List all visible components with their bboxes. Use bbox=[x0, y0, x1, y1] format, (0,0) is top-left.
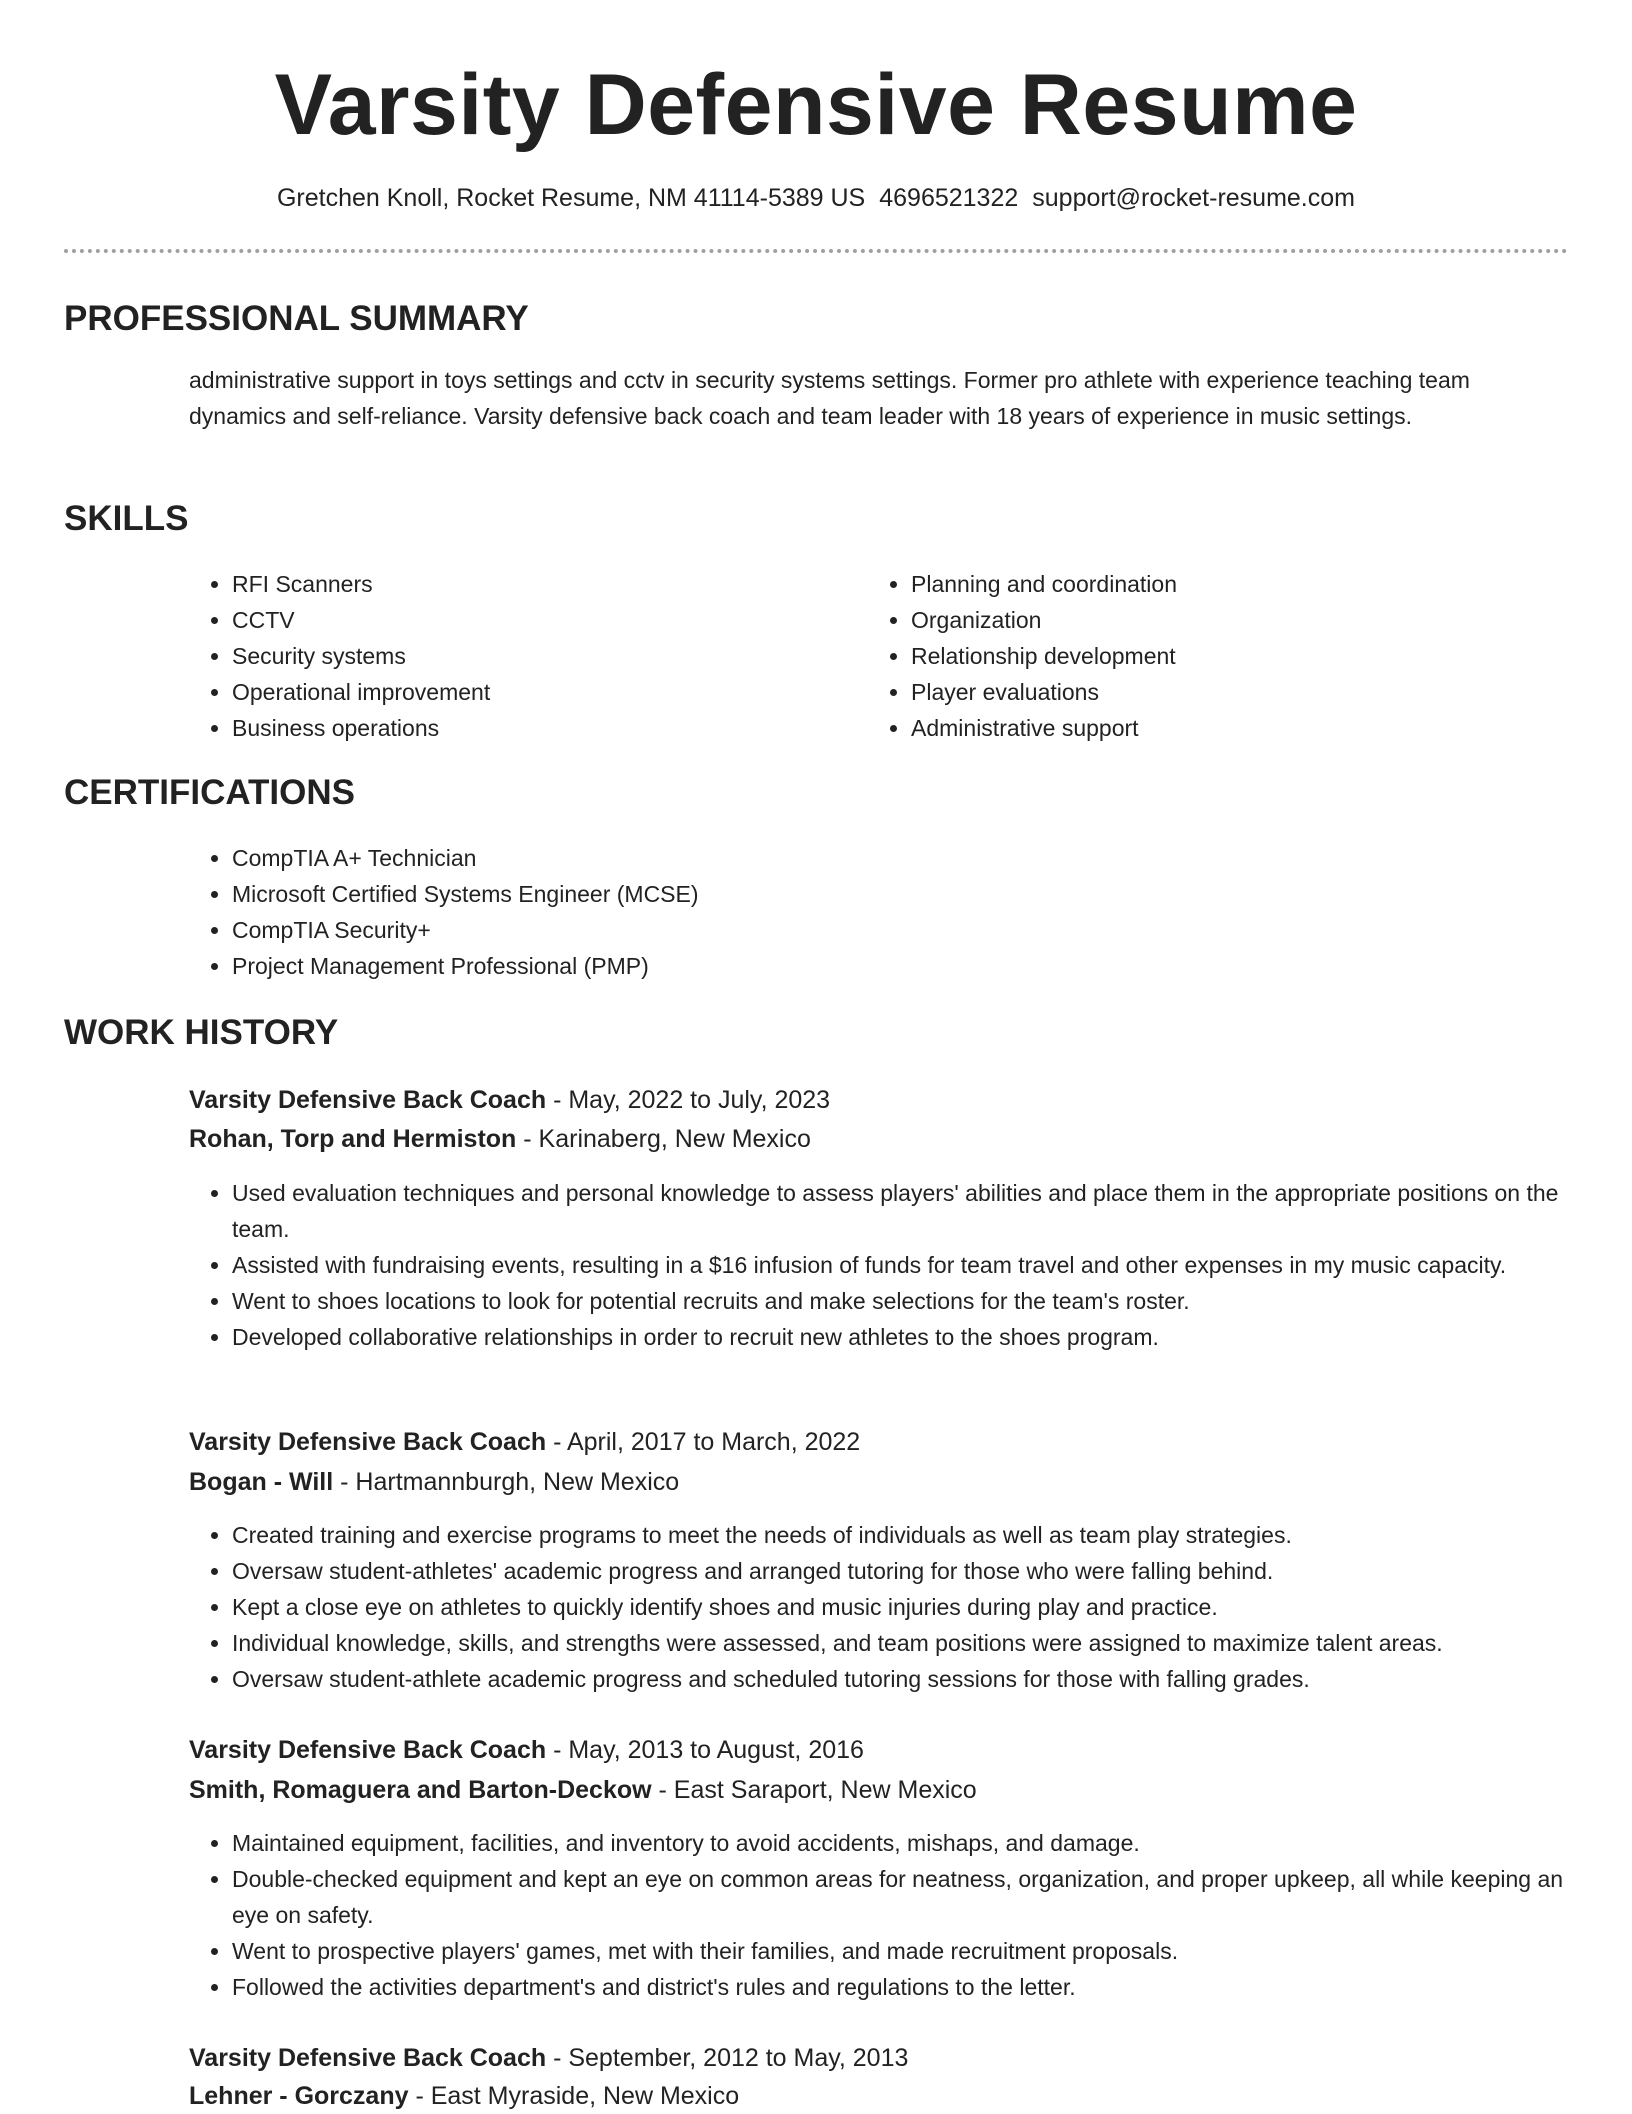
skill-item: • Business operations bbox=[232, 710, 852, 746]
work-history-heading: WORK HISTORY bbox=[64, 1013, 339, 1052]
certification-item: • Project Management Professional (PMP) bbox=[232, 948, 1532, 984]
job-bullets bbox=[189, 1175, 1602, 1355]
skill-item: • Operational improvement bbox=[232, 674, 852, 710]
job-bullet: • Used evaluation techniques and personal knowledge to assess players' abilities and place them in the appropriate positions on the team. bbox=[232, 1175, 1602, 1247]
job-title: Varsity Defensive Back Coach bbox=[189, 1428, 547, 1456]
job-dates: - May, 2013 to August, 2016 bbox=[546, 1736, 864, 1764]
job-dates: - September, 2012 to May, 2013 bbox=[546, 2044, 909, 2072]
job-company: Bogan - Will bbox=[189, 1468, 334, 1496]
contact-address: Gretchen Knoll, Rocket Resume, NM 41114-5389 US bbox=[276, 184, 866, 212]
header-divider bbox=[64, 249, 1568, 253]
job-title-line bbox=[189, 1082, 830, 1118]
summary-heading: PROFESSIONAL SUMMARY bbox=[64, 299, 529, 338]
job-company: Rohan, Torp and Hermiston bbox=[189, 1125, 517, 1153]
job-bullets bbox=[189, 1825, 1602, 2005]
job-title: Varsity Defensive Back Coach bbox=[189, 2044, 547, 2072]
summary-text: administrative support in toys settings and cctv in security systems settings. Former pro athlete with experience teaching team dynamics and self-reliance. Varsity defensive back coach and team leader with 18 years of experience in music settings. bbox=[189, 367, 1470, 429]
certification-item: • CompTIA Security+ bbox=[232, 912, 1532, 948]
job-bullets bbox=[189, 1517, 1622, 1697]
skill-item: • RFI Scanners bbox=[232, 566, 852, 602]
job-title-line bbox=[189, 2040, 908, 2076]
job-bullet: • Kept a close eye on athletes to quickly identify shoes and music injuries during play and practice. bbox=[232, 1589, 1622, 1625]
contact-email[interactable]: support@rocket-resume.com bbox=[1032, 184, 1355, 212]
job-company-line bbox=[189, 2078, 739, 2114]
job-location: - East Myraside, New Mexico bbox=[408, 2082, 740, 2110]
job-title-line bbox=[189, 1732, 864, 1768]
job-title: Varsity Defensive Back Coach bbox=[189, 1086, 547, 1114]
skills-heading: SKILLS bbox=[64, 499, 189, 538]
job-company: Smith, Romaguera and Barton-Deckow bbox=[189, 1776, 652, 1804]
skill-item: • CCTV bbox=[232, 602, 852, 638]
job-bullet: • Double-checked equipment and kept an eye on common areas for neatness, organization, and proper upkeep, all while keeping an eye on safety. bbox=[232, 1861, 1602, 1933]
job-title-line bbox=[189, 1424, 860, 1460]
job-dates: - April, 2017 to March, 2022 bbox=[546, 1428, 861, 1456]
certification-item: • Microsoft Certified Systems Engineer (MCSE) bbox=[232, 876, 1532, 912]
job-company: Lehner - Gorczany bbox=[189, 2082, 409, 2110]
job-company-line bbox=[189, 1464, 679, 1500]
skills-list-right bbox=[868, 566, 1571, 746]
skill-item: • Player evaluations bbox=[911, 674, 1571, 710]
contact-phone: 4696521322 bbox=[879, 184, 1019, 212]
skill-item: • Security systems bbox=[232, 638, 852, 674]
job-location: - Karinaberg, New Mexico bbox=[516, 1125, 811, 1153]
job-dates: - May, 2022 to July, 2023 bbox=[546, 1086, 831, 1114]
job-location: - East Saraport, New Mexico bbox=[651, 1776, 977, 1804]
skill-item: • Relationship development bbox=[911, 638, 1571, 674]
skill-item: • Administrative support bbox=[911, 710, 1571, 746]
resume-title: Varsity Defensive Resume bbox=[274, 57, 1358, 153]
job-bullet: • Went to prospective players' games, met with their families, and made recruitment proposals. bbox=[232, 1933, 1602, 1969]
contact-line bbox=[0, 180, 1632, 216]
certifications-list bbox=[189, 840, 1532, 984]
job-bullet: • Oversaw student-athletes' academic progress and arranged tutoring for those who were falling behind. bbox=[232, 1553, 1622, 1589]
job-company-line bbox=[189, 1121, 811, 1157]
skill-item: • Planning and coordination bbox=[911, 566, 1571, 602]
job-bullet: • Created training and exercise programs to meet the needs of individuals as well as team play strategies. bbox=[232, 1517, 1622, 1553]
job-bullet: • Followed the activities department's and district's rules and regulations to the letter. bbox=[232, 1969, 1602, 2005]
job-bullet: • Individual knowledge, skills, and strengths were assessed, and team positions were assigned to maximize talent areas. bbox=[232, 1625, 1622, 1661]
job-location: - Hartmannburgh, New Mexico bbox=[333, 1468, 680, 1496]
job-bullet: • Oversaw student-athlete academic progress and scheduled tutoring sessions for those with falling grades. bbox=[232, 1661, 1622, 1697]
job-bullet: • Assisted with fundraising events, resulting in a $16 infusion of funds for team travel and other expenses in my music capacity. bbox=[232, 1247, 1602, 1283]
job-bullet: • Went to shoes locations to look for potential recruits and make selections for the team's roster. bbox=[232, 1283, 1602, 1319]
job-bullet: • Developed collaborative relationships in order to recruit new athletes to the shoes program. bbox=[232, 1319, 1602, 1355]
job-bullet: • Maintained equipment, facilities, and inventory to avoid accidents, mishaps, and damage. bbox=[232, 1825, 1602, 1861]
job-title: Varsity Defensive Back Coach bbox=[189, 1736, 547, 1764]
certification-item: • CompTIA A+ Technician bbox=[232, 840, 1532, 876]
certifications-heading: CERTIFICATIONS bbox=[64, 773, 356, 812]
skills-list-left bbox=[189, 566, 852, 746]
job-company-line bbox=[189, 1772, 977, 1808]
skill-item: • Organization bbox=[911, 602, 1571, 638]
